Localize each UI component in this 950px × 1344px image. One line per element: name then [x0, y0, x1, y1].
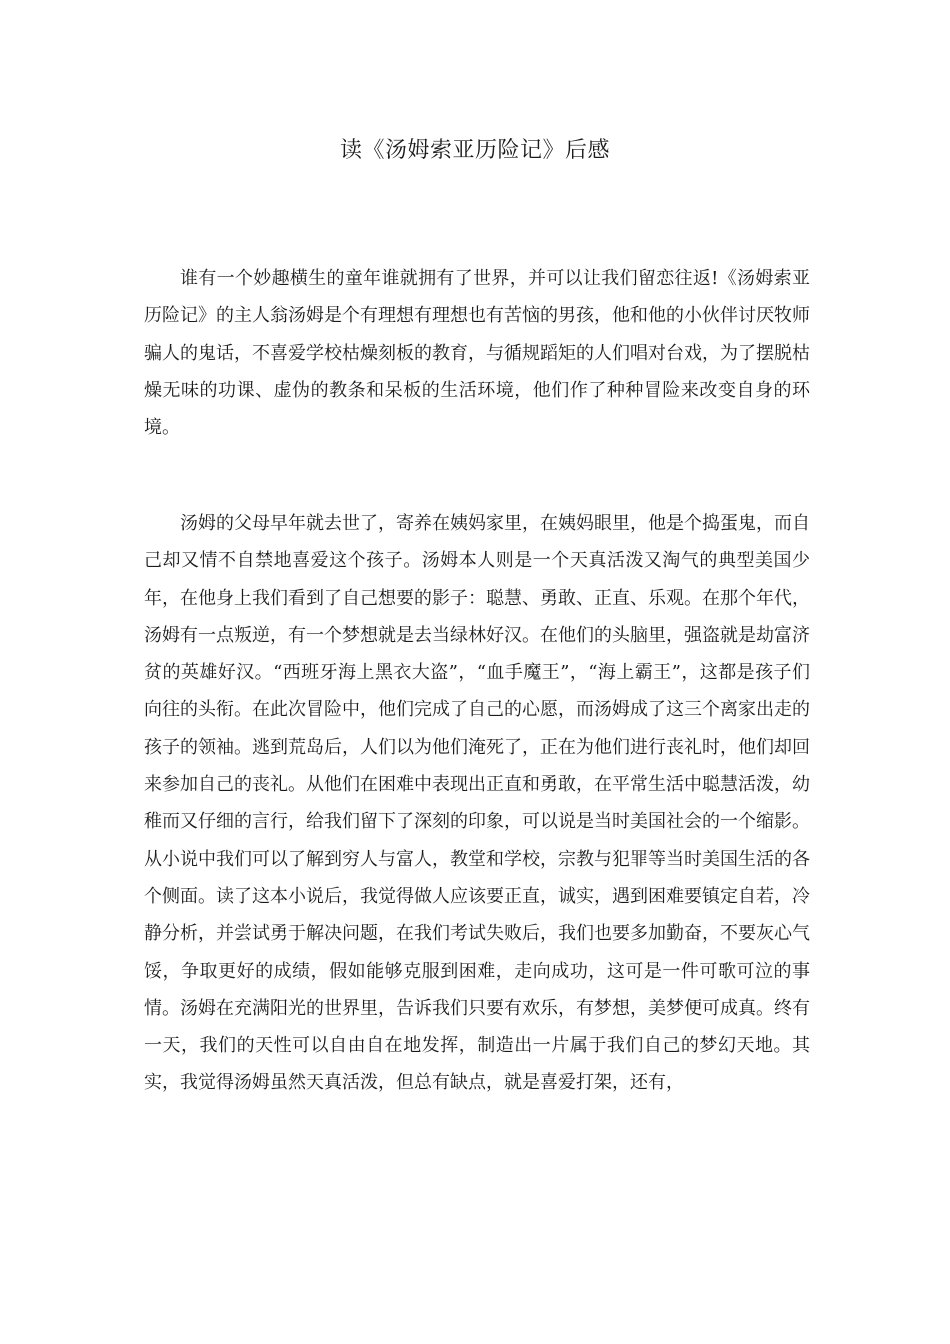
paragraph-2: 汤姆的父母早年就去世了，寄养在姨妈家里，在姨妈眼里，他是个捣蛋鬼，而自己却又情不自禁地喜爱这个孩子。汤姆本人则是一个天真活泼又淘气的典型美国少年，在他身上我们看到了自己想要的影子：聪慧、勇敢、正直、乐观。在那个年代，汤姆有一点叛逆，有一个梦想就是去当绿林好汉。在他们的头脑里，强盗就是劫富济贫的英雄好汉。“西班牙海上黑衣大盗”，“血手魔王”，“海上霸王”，这都是孩子们向往的头衔。在此次冒险中，他们完成了自己的心愿，而汤姆成了这三个离家出走的孩子的领袖。逃到荒岛后，人们以为他们淹死了，正在为他们进行丧礼时，他们却回来参加自己的丧礼。从他们在困难中表现出正直和勇敢，在平常生活中聪慧活泼，幼稚而又仔细的言行，给我们留下了深刻的印象，可以说是当时美国社会的一个缩影。从小说中我们可以了解到穷人与富人，教堂和学校，宗教与犯罪等当时美国生活的各个侧面。读了这本小说后，我觉得做人应该要正直，诚实，遇到困难要镇定自若，冷静分析，并尝试勇于解决问题，在我们考试失败后，我们也要多加勤奋，不要灰心气馁，争取更好的成绩，假如能够克服到困难，走向成功，这可是一件可歌可泣的事情。汤姆在充满阳光的世界里，告诉我们只要有欢乐，有梦想，美梦便可成真。终有一天，我们的天性可以自由自在地发挥，制造出一片属于我们自己的梦幻天地。其实，我觉得汤姆虽然天真活泼，但总有缺点，就是喜爱打架，还有， — [144, 513, 810, 1094]
paragraph-1: 谁有一个妙趣横生的童年谁就拥有了世界，并可以让我们留恋往返!《汤姆索亚历险记》的主人翁汤姆是个有理想有理想也有苦恼的男孩，他和他的小伙伴讨厌牧师骗人的鬼话，不喜爱学校枯燥刻板的教育，与循规蹈矩的人们唱对台戏，为了摆脱枯燥无味的功课、虚伪的教条和呆板的生活环境，他们作了种种冒险来改变自身的环境。 — [144, 268, 810, 439]
document-title: 读《汤姆索亚历险记》后感 — [339, 138, 610, 163]
